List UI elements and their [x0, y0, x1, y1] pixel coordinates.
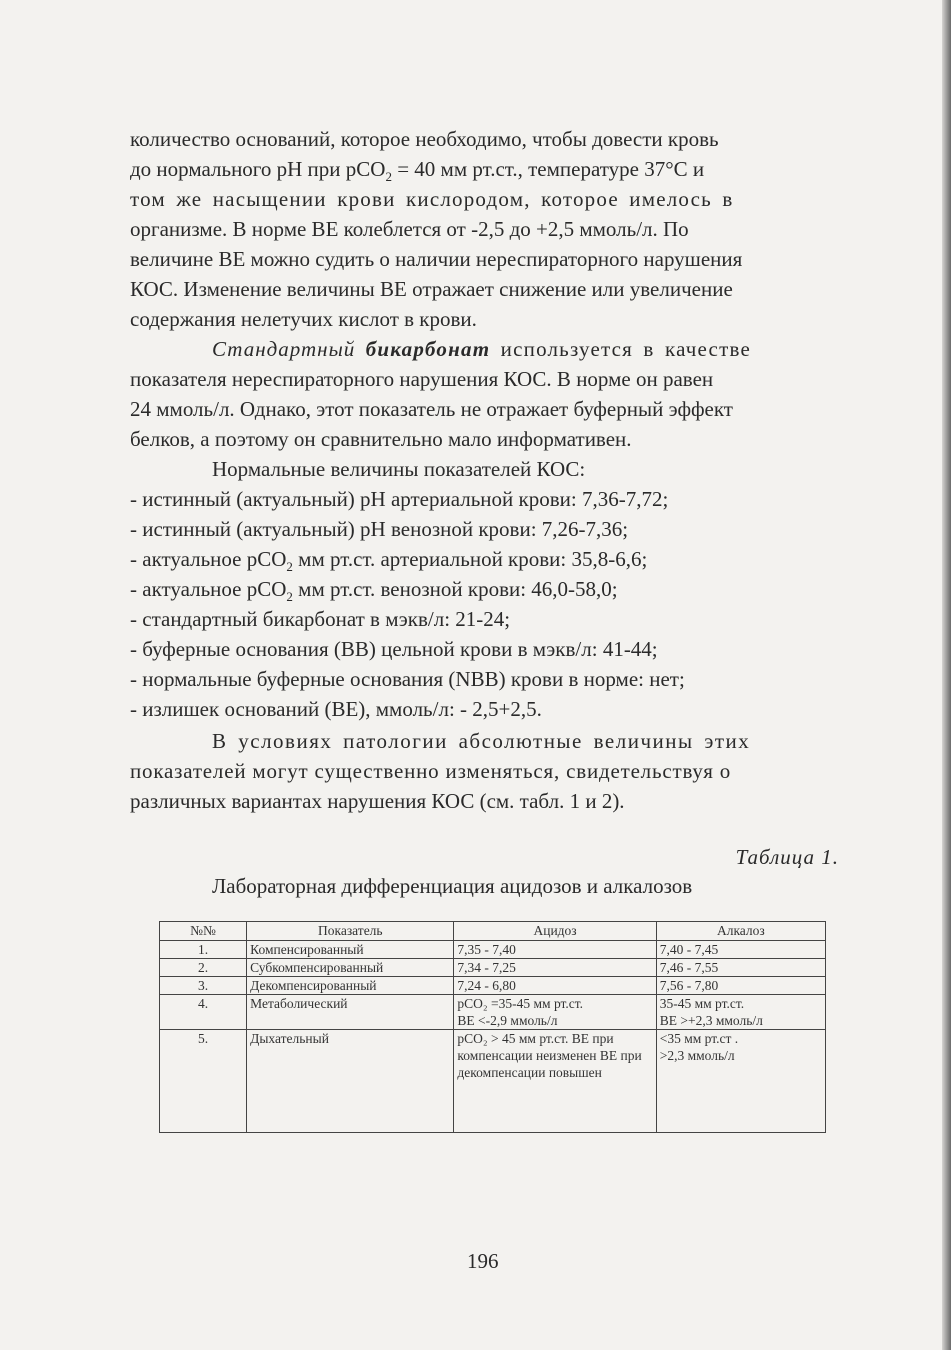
- table-row: [160, 1030, 826, 1133]
- column-header: Алкалоз: [656, 922, 825, 941]
- text-line: Стандартный бикарбонат используется в качестве: [212, 337, 751, 361]
- list-item: - стандартный бикарбонат в мэкв/л: 21-24;: [130, 607, 511, 631]
- table-cell: <35 мм рт.ст . >2,3 ммоль/л: [656, 1030, 825, 1133]
- table-header-row: [160, 922, 826, 941]
- paragraph-standard-bicarbonate: [130, 334, 842, 454]
- list-item: - буферные основания (ВВ) цельной крови в мэкв/л: 41-44;: [130, 637, 658, 661]
- paragraph-base-excess: [130, 124, 842, 334]
- term-bicarbonate: бикарбонат: [365, 337, 491, 361]
- table-cell: 1.: [160, 941, 247, 959]
- page-body: [130, 124, 842, 816]
- table-title: Лабораторная дифференциация ацидозов и алкалозов: [212, 874, 693, 898]
- page-edge-shadow: [942, 0, 951, 1350]
- table-row: [160, 995, 826, 1030]
- text-line: показателей могут существенно изменяться, свидетельствуя о: [130, 759, 732, 783]
- table-cell: 7,46 - 7,55: [656, 959, 825, 977]
- table-cell: 7,35 - 7,40: [454, 941, 656, 959]
- table-cell: pCO₂ =35-45 мм рт.ст. ВЕ <-2,9 ммоль/л: [454, 995, 656, 1030]
- term-standard: Стандартный: [212, 337, 356, 361]
- text-line: КОС. Изменение величины ВЕ отражает снижение или увеличение: [130, 277, 733, 301]
- text-line: величине ВЕ можно судить о наличии нереспираторного нарушения: [130, 247, 743, 271]
- table-row: [160, 941, 826, 959]
- column-header: Показатель: [247, 922, 454, 941]
- norms-list: [130, 484, 842, 724]
- table-cell: 4.: [160, 995, 247, 1030]
- list-item: - нормальные буферные основания (NBB) крови в норме: нет;: [130, 667, 685, 691]
- page-number: 196: [467, 1249, 499, 1273]
- table-cell: Компенсированный: [247, 941, 454, 959]
- text-line: содержания нелетучих кислот в крови.: [130, 307, 477, 331]
- table-cell: Дыхательный: [247, 1030, 454, 1133]
- norms-heading: Нормальные величины показателей КОС:: [212, 457, 586, 481]
- table-cell: Метаболический: [247, 995, 454, 1030]
- table-cell: 5.: [160, 1030, 247, 1133]
- table-cell: 7,24 - 6,80: [454, 977, 656, 995]
- table-row: [160, 959, 826, 977]
- text-line: В условиях патологии абсолютные величины этих: [212, 729, 751, 753]
- text-line: количество оснований, которое необходимо, чтобы довести кровь: [130, 127, 719, 151]
- text-line: том же насыщении крови кислородом, которое имелось в: [130, 187, 734, 211]
- table-cell: 7,56 - 7,80: [656, 977, 825, 995]
- table-cell: pCO₂ > 45 мм рт.ст. ВЕ при компенсации неизменен ВЕ при декомпенсации повышен: [454, 1030, 656, 1133]
- table-cell: 2.: [160, 959, 247, 977]
- text-line: 24 ммоль/л. Однако, этот показатель не отражает буферный эффект: [130, 397, 733, 421]
- list-item: - актуальное pCO$_2$ мм рт.ст. артериальной крови: 35,8-6,6;: [130, 547, 648, 575]
- text-line: белков, а поэтому он сравнительно мало информативен.: [130, 427, 632, 451]
- table-row: [160, 977, 826, 995]
- table-cell: Декомпенсированный: [247, 977, 454, 995]
- table-cell: 3.: [160, 977, 247, 995]
- column-header: Ацидоз: [454, 922, 656, 941]
- lab-differentiation-table: [159, 921, 826, 1133]
- text-line: различных вариантах нарушения КОС (см. табл. 1 и 2).: [130, 789, 625, 813]
- text-line: до нормального pH при pCO$_2$ = 40 мм рт.ст., температуре 37°С и: [130, 157, 705, 185]
- list-item: - истинный (актуальный) pH артериальной крови: 7,36-7,72;: [130, 487, 669, 511]
- table-cell: 35-45 мм рт.ст. ВЕ >+2,3 ммоль/л: [656, 995, 825, 1030]
- table-cell: Субкомпенсированный: [247, 959, 454, 977]
- table-cell: 7,40 - 7,45: [656, 941, 825, 959]
- list-item: - излишек оснований (ВЕ), ммоль/л: - 2,5+2,5.: [130, 697, 542, 721]
- text-line: организме. В норме ВЕ колеблется от -2,5 до +2,5 ммоль/л. По: [130, 217, 689, 241]
- table-cell: 7,34 - 7,25: [454, 959, 656, 977]
- table-caption: Таблица 1.: [735, 845, 839, 869]
- list-item: - актуальное pCO$_2$ мм рт.ст. венозной крови: 46,0-58,0;: [130, 577, 618, 605]
- column-header: №№: [160, 922, 247, 941]
- list-item: - истинный (актуальный) pH венозной крови: 7,26-7,36;: [130, 517, 629, 541]
- text-line: показателя нереспираторного нарушения КОС. В норме он равен: [130, 367, 714, 391]
- paragraph-pathology: [130, 726, 842, 816]
